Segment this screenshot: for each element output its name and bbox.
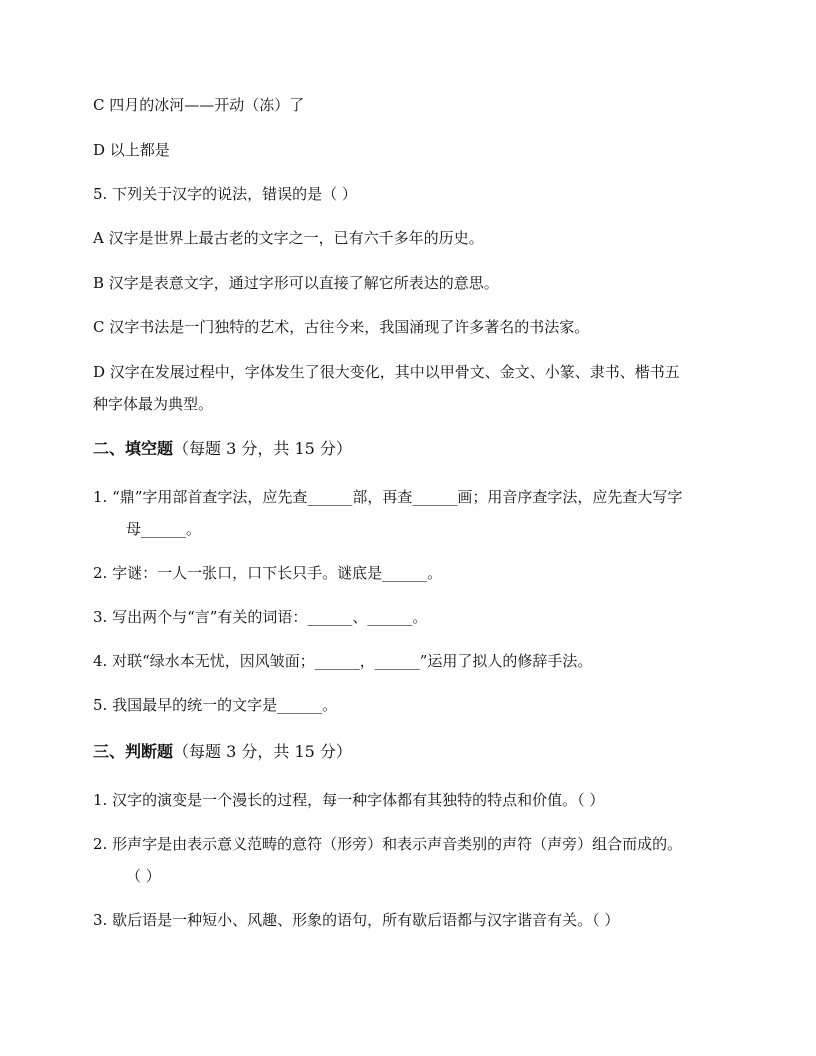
- fill-q5: 5. 我国最早的统一的文字是______。: [93, 696, 338, 714]
- q5-option-d-line2: 种字体最为典型。: [93, 395, 214, 413]
- fill-q4: 4. 对联“绿水本无忧，因风皱面；______，______”运用了拟人的修辞手法。: [93, 652, 593, 670]
- q5-stem: 5. 下列关于汉字的说法，错误的是（ ）: [93, 185, 357, 203]
- section3-score: （每题 3 分，共 15 分）: [173, 742, 352, 761]
- section3-heading: [93, 741, 352, 763]
- fill-q1-line2: 母______。: [126, 520, 202, 538]
- fill-q1-line1: 1. “鼎”字用部首查字法，应先查______部，再查______画；用音序查字法，应先查大写字: [93, 488, 683, 506]
- section2-heading: [93, 438, 352, 460]
- section2-score: （每题 3 分，共 15 分）: [173, 439, 352, 458]
- section3-title: 三、判断题: [93, 742, 174, 761]
- q4-option-d: D 以上都是: [93, 141, 170, 159]
- q5-option-a: A 汉字是世界上最古老的文字之一，已有六千多年的历史。: [93, 229, 484, 247]
- judge-q1: 1. 汉字的演变是一个漫长的过程，每一种字体都有其独特的特点和价值。（ ）: [93, 791, 605, 809]
- fill-q3: 3. 写出两个与“言”有关的词语：______、______。: [93, 608, 428, 626]
- judge-q2-line2: （ ）: [126, 867, 161, 885]
- judge-q3: 3. 歇后语是一种短小、风趣、形象的语句，所有歇后语都与汉字谐音有关。（ ）: [93, 911, 620, 929]
- judge-q2-line1: 2. 形声字是由表示意义范畴的意符（形旁）和表示声音类别的声符（声旁）组合而成的。: [93, 835, 683, 853]
- q4-option-c: C 四月的冰河——开动（冻）了: [93, 96, 305, 114]
- q5-option-d-line1: D 汉字在发展过程中，字体发生了很大变化，其中以甲骨文、金文、小篆、隶书、楷书五: [93, 363, 680, 381]
- q5-option-c: C 汉字书法是一门独特的艺术，古往今来，我国涌现了许多著名的书法家。: [93, 318, 590, 336]
- q5-option-b: B 汉字是表意文字，通过字形可以直接了解它所表达的意思。: [93, 274, 499, 292]
- fill-q2: 2. 字谜：一人一张口，口下长只手。谜底是______。: [93, 564, 443, 582]
- section2-title: 二、填空题: [93, 439, 174, 458]
